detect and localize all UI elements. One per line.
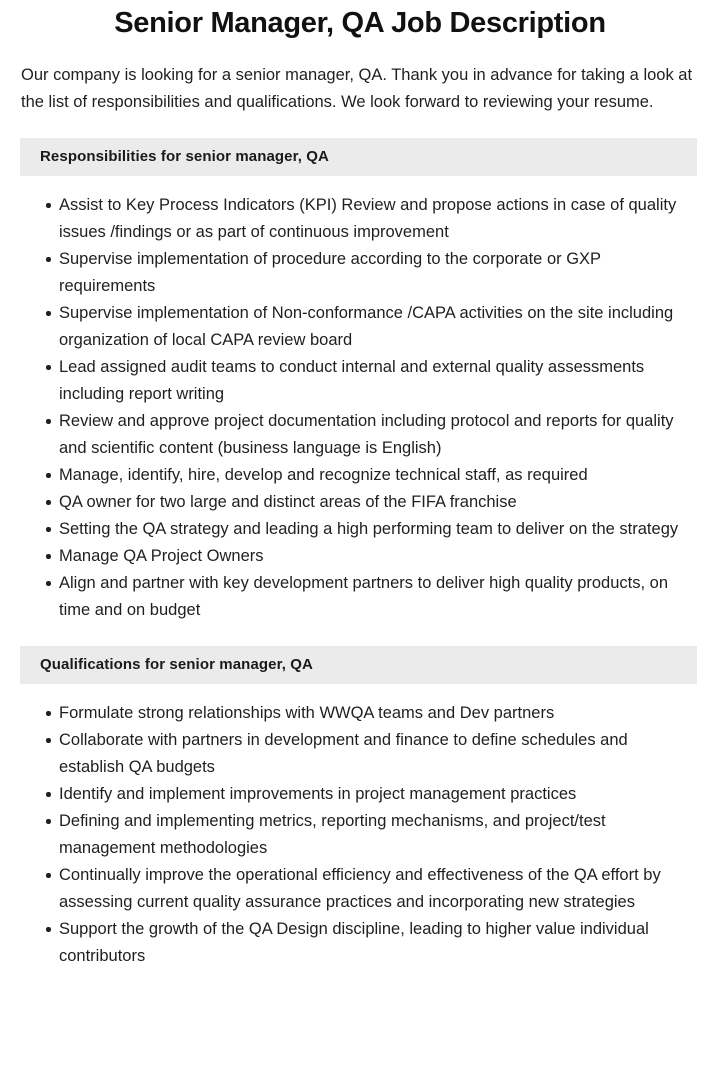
qualifications-list	[0, 684, 720, 970]
responsibilities-heading-label: Responsibilities for senior manager, QA	[40, 148, 329, 165]
intro-paragraph: Our company is looking for a senior manager, QA. Thank you in advance for taking a look at the list of responsibilities and qualifications. We look forward to reviewing your resume.	[21, 66, 693, 111]
list-item: Supervise implementation of procedure according to the corporate or GXP requirements	[46, 246, 696, 300]
list-item: Review and approve project documentation including protocol and reports for quality and scientific content (business language is English)	[46, 408, 696, 462]
list-item: Manage QA Project Owners	[46, 543, 696, 570]
qualifications-heading-label: Qualifications for senior manager, QA	[40, 656, 313, 673]
responsibilities-list	[0, 176, 720, 624]
page-title: Senior Manager, QA Job Description	[114, 7, 606, 39]
qualifications-section-header	[20, 646, 697, 684]
list-item: Setting the QA strategy and leading a high performing team to deliver on the strategy	[46, 516, 696, 543]
responsibilities-section-header	[20, 138, 697, 176]
list-item: Manage, identify, hire, develop and recognize technical staff, as required	[46, 462, 696, 489]
list-item: Collaborate with partners in development and finance to define schedules and establish QA budgets	[46, 727, 696, 781]
list-item: Assist to Key Process Indicators (KPI) Review and propose actions in case of quality issues /findings or as part of continuous improvement	[46, 192, 696, 246]
qualifications-section	[0, 646, 720, 970]
list-item: Continually improve the operational efficiency and effectiveness of the QA effort by assessing current quality assurance practices and incorporating new strategies	[46, 862, 696, 916]
list-item: Support the growth of the QA Design discipline, leading to higher value individual contributors	[46, 916, 696, 970]
list-item: Lead assigned audit teams to conduct internal and external quality assessments including report writing	[46, 354, 696, 408]
bottom-spacer	[0, 970, 720, 984]
list-item: Supervise implementation of Non-conformance /CAPA activities on the site including organization of local CAPA review board	[46, 300, 696, 354]
list-item: Identify and implement improvements in project management practices	[46, 781, 696, 808]
list-item: Formulate strong relationships with WWQA teams and Dev partners	[46, 700, 696, 727]
list-item: QA owner for two large and distinct areas of the FIFA franchise	[46, 489, 696, 516]
responsibilities-section	[0, 138, 720, 624]
list-item: Defining and implementing metrics, reporting mechanisms, and project/test management methodologies	[46, 808, 696, 862]
list-item: Align and partner with key development partners to deliver high quality products, on time and on budget	[46, 570, 696, 624]
